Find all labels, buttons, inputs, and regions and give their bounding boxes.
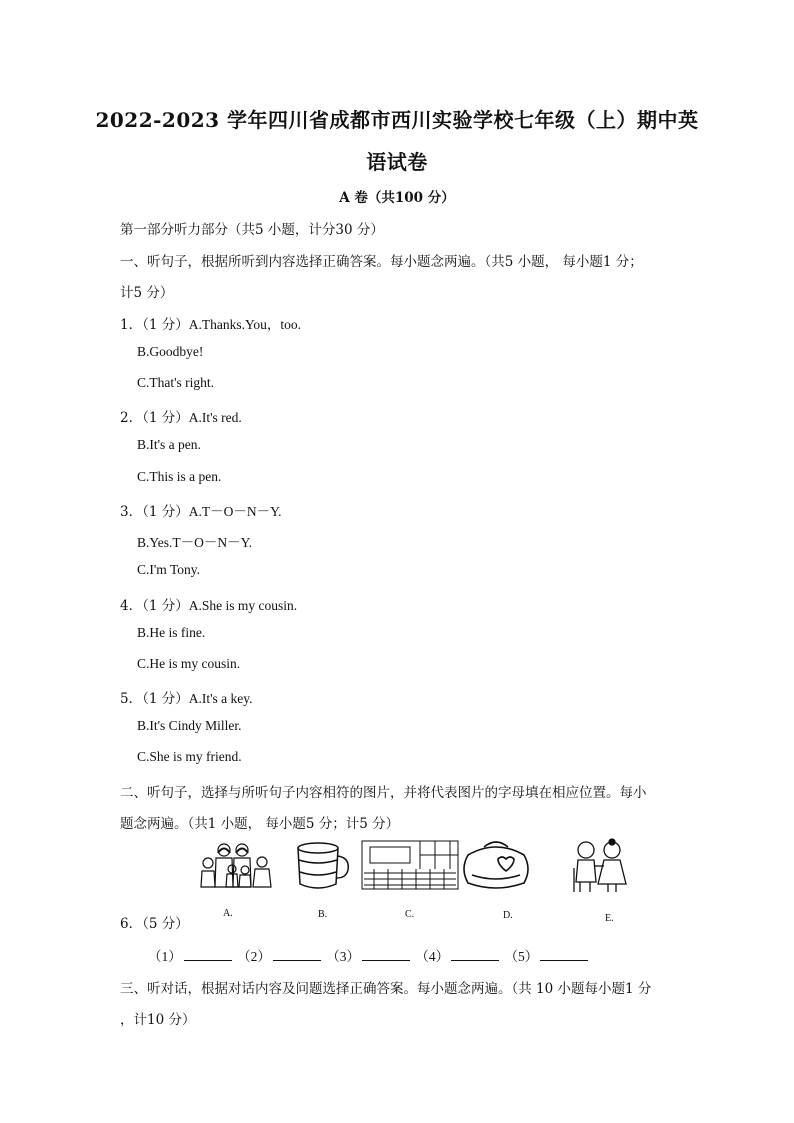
part1-heading: 第一部分听力部分（共5 小题，计分30 分） — [120, 222, 384, 238]
option-a: A.It's red. — [188, 410, 242, 425]
question-number: 2．（1 分） — [120, 410, 189, 426]
picture-label-b: B. — [318, 909, 328, 920]
option-b: B.It's Cindy Miller. — [137, 718, 242, 733]
option-b: B.It's a pen. — [137, 437, 201, 452]
section2-instruction-line1: 二、听句子，选择与所听句子内容相符的图片，并将代表图片的字母填在相应位置。每小 — [120, 785, 647, 801]
section1-instruction-line1: 一、听句子，根据所听到内容选择正确答案。每小题念两遍。（共5 小题， 每小题1 分； — [120, 254, 643, 270]
question-number: 1．（1 分） — [120, 317, 189, 333]
exam-title-line2: 语试卷 — [366, 150, 428, 174]
blank-label-2: （2） — [237, 949, 271, 964]
answer-blank-2[interactable] — [273, 948, 321, 961]
classroom-picture — [360, 838, 460, 894]
option-b: B.Goodbye! — [137, 344, 204, 359]
option-a: A.It's a key. — [188, 691, 253, 706]
picture-label-a: A. — [223, 908, 233, 919]
answer-blank-4[interactable] — [451, 948, 499, 961]
family-picture — [194, 838, 274, 894]
answer-blank-1[interactable] — [184, 948, 232, 961]
question-6 — [120, 912, 189, 932]
picture-options — [190, 838, 650, 924]
question-number: 5．（1 分） — [120, 691, 189, 707]
option-b: B.He is fine. — [137, 625, 206, 640]
question-number: 3．（1 分） — [120, 504, 189, 520]
answer-blank-5[interactable] — [540, 948, 588, 961]
answer-blank-3[interactable] — [362, 948, 410, 961]
option-c: C.This is a pen. — [137, 469, 222, 484]
section3-instruction-line2: ，计10 分） — [120, 1012, 196, 1028]
option-a: A.She is my cousin. — [188, 598, 298, 613]
question-number: 4．（1 分） — [120, 598, 189, 614]
cup-picture — [292, 838, 352, 894]
section3-instruction-line1: 三、听对话，根据对话内容及问题选择正确答案。每小题念两遍。（共 10 小题每小题1 分 — [120, 981, 652, 997]
question-1 — [120, 313, 301, 333]
option-c: C.He is my cousin. — [137, 656, 241, 671]
question-5 — [120, 687, 253, 707]
option-c: C.I'm Tony. — [137, 562, 200, 577]
grandparents-picture — [570, 838, 630, 894]
section2-instruction-line2: 题念两遍。（共1 小题， 每小题5 分；计5 分） — [120, 816, 400, 832]
blank-label-3: （3） — [326, 949, 360, 964]
section1-instruction-line2: 计5 分） — [120, 285, 174, 301]
blank-label-5: （5） — [504, 949, 539, 964]
question-2 — [120, 406, 242, 426]
option-c: C.She is my friend. — [137, 749, 242, 764]
picture-label-e: E. — [605, 913, 614, 924]
option-b: B.Yes.T－O－N－Y. — [137, 535, 253, 550]
schoolbag-picture — [458, 838, 534, 894]
option-c: C.That's right. — [137, 375, 215, 390]
option-a: A.Thanks.You，too. — [188, 317, 301, 332]
question-4 — [120, 594, 297, 614]
paper-section-label: A 卷（共100 分） — [339, 190, 455, 206]
picture-label-d: D. — [503, 910, 513, 921]
blank-label-1: （1） — [148, 949, 182, 964]
question-3 — [120, 500, 282, 520]
answer-blanks — [148, 945, 590, 965]
exam-title-line1: 2022-2023 学年四川省成都市西川实验学校七年级（上）期中英 — [95, 108, 699, 132]
picture-label-c: C. — [405, 909, 415, 920]
option-a: A.T－O－N－Y. — [188, 504, 282, 519]
question-number: 6．（5 分） — [120, 916, 189, 932]
blank-label-4: （4） — [415, 949, 450, 964]
